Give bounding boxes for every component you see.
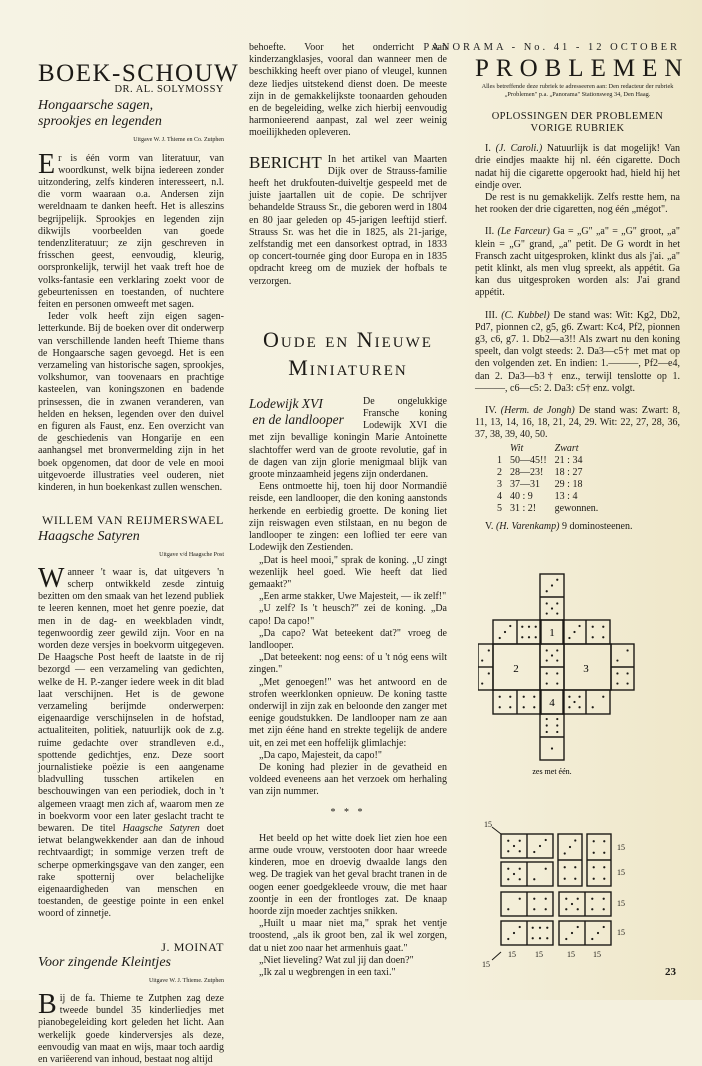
domino-pip [507, 938, 509, 940]
domino-pip [539, 845, 541, 847]
moves-header-wit: Wit [510, 442, 524, 454]
domino-pip [565, 898, 567, 900]
domino-pip [546, 937, 548, 939]
domino-pip [545, 868, 547, 870]
domino-pip [603, 852, 605, 854]
move-row: 1 50—45!! 21 : 34 [497, 454, 583, 466]
domino-pip [532, 927, 534, 929]
review-book-title: Haagsche Satyren [38, 528, 140, 544]
domino-pip [591, 908, 593, 910]
domino-pip [519, 926, 521, 928]
move-row: 5 31 : 2! gewonnen. [497, 502, 599, 514]
domino-pip [573, 631, 575, 633]
domino-pip [564, 878, 566, 880]
bericht-heading: BERICHT [249, 152, 322, 172]
section-title-boekschouw: BOEK-SCHOUW [38, 60, 240, 87]
domino-pip [509, 625, 511, 627]
domino-pip [507, 868, 509, 870]
review-paragraph: Bij de fa. Thieme te Zutphen zag deze tweede bundel 35 kinderliedjes met pianobegeleiding kort geleden het licht. Aan werkelijk goede kinderversjes als deze, eenvoudig van maat en wijs, maar toch aardig en variëerend van inhoud, bestaat nog altijd [38, 989, 224, 1066]
review-author: DR. AL. SOLYMOSSY [114, 84, 224, 96]
domino-pip [602, 636, 604, 638]
domino-pip [521, 636, 523, 638]
domino-pip [556, 602, 558, 604]
review-publisher: Uitgave v/d Haagsche Post [159, 551, 224, 558]
drop-cap: W [38, 562, 65, 594]
story-paragraph: „Met genoegen!" was het antwoord en de strofen weerklonken opnieuw. De koning tastte onderwijl in zijn zak en beloonde den zanger met eenige goudstukken. De landlooper nam ze aan met zijn ééne hand en strekte tegelijk de andere uit, en zei met een hoffelijk glimlachje: [249, 676, 447, 749]
cross-label-3: 3 [583, 663, 589, 675]
domino-pip [556, 612, 558, 614]
domino-pip [568, 696, 570, 698]
column-1 [38, 60, 240, 1066]
sum-label: 15 [593, 950, 601, 959]
domino-pip [507, 840, 509, 842]
story-paragraph: „U zelf? Is 't heusch?" zei de koning. „Da capo! Da capo!" [249, 603, 447, 627]
domino-pip [592, 636, 594, 638]
sum-label: 15 [484, 820, 492, 829]
domino-pip [539, 927, 541, 929]
domino-pip [533, 706, 535, 708]
sum-label: 15 [617, 843, 625, 852]
story-paragraph: Het beeld op het witte doek liet zien hoe een arme oude vrouw, verstooten door haar wreede kinderen, moe en droevig dwaalde langs den weg. De tragiek van het geval bracht tranen in de oogen eener goedgekleede vrouw, die met haar zoontje in een der frontloges zat. De knaap hoorde zijn moeder zachtjes snikken. [249, 832, 447, 917]
domino-pip [571, 932, 573, 934]
story-paragraph: „Een arme stakker, Uwe Majesteit, — ik zelf!" [259, 591, 447, 603]
sum-label: 15 [535, 950, 543, 959]
domino-pip [545, 908, 547, 910]
domino-pip [603, 840, 605, 842]
domino-pip [535, 636, 537, 638]
solution-5: V. (H. Varenkamp) 9 dominosteenen. [485, 520, 633, 532]
domino-pip [513, 845, 515, 847]
domino-pip [556, 731, 558, 733]
domino-cross-diagram [478, 572, 638, 778]
domino-pip [519, 868, 521, 870]
bericht-notice: BERICHT In het artikel van Maarten Dijk over de Strauss-familie heeft het drukfouten-duiveltje gespeeld met de juiste jaartallen uit de copie. De schrijver behandelde Strauss Sr., die geboren werd in 1804 en 80 jaar geleden op 45-jarigen leeftijd stierf. Strauss Sr. was het die in 1825, als 21-jarige, zelfstandig met een dansorkest optrad, in 1833 op concert-tournée ging door Europa en in 1835 opdracht kreeg om de muziek der hofbals te verzorgen. [249, 152, 447, 287]
domino-pip [533, 898, 535, 900]
moves-table [497, 443, 606, 515]
domino-pip [481, 682, 483, 684]
domino-pip [593, 878, 595, 880]
domino-pip [578, 696, 580, 698]
domino-pip [616, 672, 618, 674]
domino-pip [577, 898, 579, 900]
section-separator: * * * [330, 806, 366, 818]
drop-cap: E [38, 148, 56, 180]
review-paragraph: Wanneer 't waar is, dat uitgevers 'n scherp ontwikkeld zesde zintuig bezitten om den smaak van het lezend publiek te leeren kennen, moet het genre poezie, dat men in de dag- en weekbladen vindt, tegenwoordig zeer gewild zijn. Voor en na worden deze versjes in boekvorm uitgegeven. De Haagsche Post heeft de laatste in de rij bezorgd — een verzameling van gedichten, welke de H. P.-zanger iedere week in dit blad laat verschijnen. Het is de gewone verzameling berijmde onderwerpen: eigenaardige verschijnselen in de hofstad, actualiteiten, politiek, natuurlijk ook de z.g. ruime gedachte over strandleven e.d., spottende gedichtjes, enz. Deze soort journalistieke poëzie is een aangename bladvulling tusschen artikelen en beschouwingen van een periodiek, doch in 't algemeen vraagt men zich af, waarom men ze in boekvorm voor een later geslacht tracht te bewaren. De titel Haagsche Satyren doet ietwat belangwekkender aan dan de inhoud rechtvaardigt; in sommige verzen treft de scherpe opmerkingsgave van den zanger, een rake spotternij over belachelijke eigenaardigheden van menschen en toestanden, de geestige pointe in een enkel woord of zinnetje. [38, 562, 225, 920]
domino-pip [568, 637, 570, 639]
domino-pip [603, 908, 605, 910]
review-book-title: Hongaarsche sagen, sprookjes en legenden [38, 98, 162, 130]
domino-pip [546, 612, 548, 614]
cross-label-1: 1 [549, 627, 555, 639]
domino-pip [532, 937, 534, 939]
story-paragraph: „Ik zal u wegbrengen in een taxi." [259, 967, 396, 978]
domino-pip [499, 696, 501, 698]
solution-1-continued: De rest is nu gemakkelijk. Zelfs restte hem, na het rooken der drie cigaretten, nog één „mégot". [475, 192, 680, 216]
domino-pip [551, 607, 553, 609]
cross-label-2: 2 [513, 663, 519, 675]
cross-label-4: 4 [549, 697, 555, 709]
review-paragraph: Er is één vorm van literatuur, van woordkunst, welk bijna iedereen zonder uitzondering, zelfs kinderen interesseert, n.l. die vorm waaraan o.a. Andersen zijn wereldnaam te danken heeft. Het is alleszins begrijpelijk. Sprookjes en legenden zijn dikwijls voorbeelden van goede tendenzliteratuur; ze zijn geschreven in frisschen geest, eenvoudig, kleurig, oorspronkelijk, terwijl het vaak treft hoe de volks-fantasie een verklaring zoekt voor de gebeurtenissen en toestanden, of nuchtere feiten en personen omweeft met sagen. [38, 148, 224, 311]
review-author: WILLEM VAN REIJMERSWAEL [41, 513, 224, 528]
domino-pip [551, 584, 553, 586]
domino-pip [564, 866, 566, 868]
domino-pip [499, 706, 501, 708]
page-number: 23 [665, 966, 676, 978]
story-paragraph: Lodewijk XVI en de landlooper De ongelukkige Fransche koning Lodewijk XVI die met zijn bevallige koningin Marie Antoinette slachtoffer werd van de groote revolutie, gaf in de dagen van zijn glorie menigmaal blijk van groote minzaamheid jegens zijn onderdanen. [249, 395, 447, 481]
domino-pip [602, 696, 604, 698]
review-paragraph-continued: behoefte. Voor het onderricht van kinderzangklasjes, vooral dan wanneer men de beschikking heeft over piano of vleugel, kunnen deze liedjes uitstekend dienst doen. De meeste zijn in de gemakkelijkste toonaarden gehouden en de begeleiding, welke zich hierbij eenvoudig harmonieerend aanpast, zal wel zeer weinig moeilijkheden opleveren. [249, 42, 447, 139]
domino-pip [556, 659, 558, 661]
domino-pip [533, 851, 535, 853]
domino-pip [574, 878, 576, 880]
review-publisher: Uitgave W. J. Thieme en Co. Zutphen [133, 137, 224, 144]
domino-pip [519, 840, 521, 842]
story-paragraph: „Niet lieveling? Wat zul jij dan doen?" [259, 954, 414, 966]
domino-pip [591, 898, 593, 900]
domino-pip [546, 724, 548, 726]
domino-pip [556, 579, 558, 581]
domino-pip [488, 672, 490, 674]
domino-pip [603, 878, 605, 880]
sum-label: 15 [567, 950, 575, 959]
domino-pip [573, 701, 575, 703]
domino-pip [597, 932, 599, 934]
sum-label: 15 [617, 868, 625, 877]
column-3 [475, 55, 690, 533]
diagram-caption: zes met één. [532, 767, 572, 776]
domino-pip [546, 659, 548, 661]
domino-pip [568, 706, 570, 708]
domino-pip [592, 706, 594, 708]
sum-label: 15 [617, 928, 625, 937]
solution-1: I. (J. Caroli.) Natuurlijk is dat mogelijk! Van drie eindjes maakte hij nl. één cigarette. Doch nadat hij die cigarette opgerookt had, hield hij het eindje over. [475, 143, 681, 191]
domino-pip [574, 866, 576, 868]
domino-pip [513, 932, 515, 934]
domino-pip [593, 852, 595, 854]
domino-pip [603, 926, 605, 928]
domino-pip [546, 682, 548, 684]
domino-pip [546, 927, 548, 929]
story-paragraph: De koning had plezier in de gevatheid en voldeed eveneens aan het verzoek om herhaling van zijn nummer. [249, 761, 447, 798]
domino-square-diagram [472, 800, 672, 975]
domino-pip [513, 873, 515, 875]
move-row: 3 37—31 29 : 18 [497, 478, 583, 490]
domino-pip [533, 908, 535, 910]
domino-pip [602, 626, 604, 628]
domino-pip [509, 706, 511, 708]
solution-4: IV. (Herm. de Jongh) De stand was: Zwart: 8, 11, 13, 14, 16, 18, 21, 24, 29. Wit: 22, 27, 28, 36, 37, 38, 39, 40, 50. [475, 405, 681, 441]
domino-pip [488, 649, 490, 651]
domino-pip [535, 626, 537, 628]
sum-label: 15 [617, 899, 625, 908]
domino-pip [574, 839, 576, 841]
review-publisher: Uitgave W. J. Thieme. Zutphen [148, 977, 224, 984]
domino-pip [504, 631, 506, 633]
story-paragraph: „Dat is heel mooi," sprak de koning. „U zingt wezenlijk heel goed. Wie heeft dat lied gemaakt?" [249, 554, 447, 590]
domino-pip [551, 747, 553, 749]
domino-pip [507, 908, 509, 910]
sum-label: 15 [508, 950, 516, 959]
running-head: PANORAMA - No. 41 - 12 OCTOBER [423, 42, 680, 53]
domino-pip [569, 846, 571, 848]
review-author: J. MOINAT [161, 939, 224, 954]
section-title-problemen: PROBLEMEN [475, 55, 690, 82]
domino-pip [546, 590, 548, 592]
domino-pip [556, 682, 558, 684]
domino-pip [546, 672, 548, 674]
domino-pip [519, 898, 521, 900]
domino-pip [523, 706, 525, 708]
domino-pip [546, 731, 548, 733]
domino-pip [523, 696, 525, 698]
domino-pip [577, 926, 579, 928]
domino-pip [481, 659, 483, 661]
story-paragraph: „Da capo, Majesteit, da capo!" [259, 749, 382, 761]
column-2 [249, 42, 447, 979]
domino-pip [603, 898, 605, 900]
domino-pip [546, 718, 548, 720]
domino-pip [578, 625, 580, 627]
domino-pip [545, 839, 547, 841]
review-book-title: Voor zingende Kleintjes [38, 954, 171, 970]
domino-pip [507, 850, 509, 852]
sum-label: 15 [482, 960, 490, 969]
domino-pip [546, 649, 548, 651]
domino-pip [593, 840, 595, 842]
story-title: Lodewijk XVI en de landlooper [249, 395, 344, 427]
domino-pip [556, 649, 558, 651]
domino-pip [571, 903, 573, 905]
review-paragraph: Ieder volk heeft zijn eigen sagen-letterkunde. Bij de boeken over dit onderwerp van verschillende landen heeft Thieme thans de Hongaarsche sagen gevoegd. Het is een verzameling van historische sagen, sprookjes, volkshumor, van toovenaars en prachtige kasteelen, van koningszonen en badende prinsessen, die in zwanen veranderen, van helden en heksen, legenden over den duivel en figuren als Faust, enz. Een overzicht van de geschiedenis van Hongarije en een aanhangsel met bronvermelding zijn in het boek opgenomen, dat door de vele en mooi uitgevoerde illustraties veel ouderen, niet kinderen, in hun boekenkast zullen wenschen. [38, 311, 224, 494]
story-paragraph: „Dat beteekent: nog eens: of u 't nóg eens wilt zingen." [249, 652, 447, 676]
domino-pip [551, 654, 553, 656]
solutions-heading: OPLOSSINGEN DER PROBLEMEN VORIGE RUBRIEK [491, 111, 664, 135]
domino-pip [556, 718, 558, 720]
domino-pip [578, 706, 580, 708]
domino-pip [519, 878, 521, 880]
domino-pip [528, 626, 530, 628]
domino-pip [626, 672, 628, 674]
domino-pip [626, 649, 628, 651]
move-row: 2 28—23! 18 : 27 [497, 466, 583, 478]
domino-pip [545, 898, 547, 900]
domino-pip [556, 724, 558, 726]
domino-pip [499, 637, 501, 639]
drop-cap: B [38, 989, 57, 1020]
domino-pip [533, 878, 535, 880]
domino-pip [603, 866, 605, 868]
section-title-miniaturen: Oude en Nieuwe Miniaturen [263, 326, 433, 380]
domino-pip [521, 626, 523, 628]
story-paragraph: „Da capo? Wat beteekent dat?" vroeg de landlooper. [249, 627, 447, 651]
domino-pip [592, 626, 594, 628]
problemen-address-note: Alles betreffende deze rubriek te adresseeren aan: Den redacteur der rubriek „Problemen" p.a. „Panorama" Stationsweg 34, Den Haag. [481, 83, 674, 99]
domino-pip [546, 602, 548, 604]
domino-pip [565, 908, 567, 910]
domino-pip [539, 937, 541, 939]
domino-pip [565, 938, 567, 940]
domino-pip [507, 878, 509, 880]
moves-header-zwart: Zwart [554, 442, 579, 454]
domino-pip [528, 636, 530, 638]
domino-pip [616, 682, 618, 684]
domino-pip [509, 696, 511, 698]
domino-pip [519, 850, 521, 852]
domino-pip [556, 672, 558, 674]
domino-pip [577, 908, 579, 910]
story-paragraph: Eens ontmoette hij, toen hij door Normandië reisde, een landlooper, die den koning aanstonds herkende en eerbiedig groette. De koning liet zijn reiswagen even stilstaan, en nu begon de landlooper te zingen: een loflied ter eere van Lodewijk den Zestienden. [249, 481, 447, 554]
domino-pip [593, 866, 595, 868]
solution-2: II. (Le Farceur) Ga = „G" „a" = „G" groot, „a" klein = „G" grand, „a" petit. De G wordt in het Fransch zacht uitgesproken, klinkt dus als j'ai. „a" petit klinkt, als men vlug spreekt, als appétit. Ga kan dus uitgesproken worden als: J'ai grand appétit. [475, 226, 680, 299]
story-paragraph: „Huilt u maar niet ma," sprak het ventje troostend, „als ik groot ben, zal ik wel zorgen, dat u niet zoo naar het armenhuis gaat." [249, 918, 447, 954]
domino-pip [626, 682, 628, 684]
solution-3: III. (C. Kubbel) De stand was: Wit: Kg2, Db2, Pd7, pionnen c2, g5, g6. Zwart: Kc4, Pf2, pionnen g3, c6, g7. 1. Db2—a3!! Als zwart nu den koning speelt, dan volgt steeds: 2. Da3—c5† met mat op den volgenden zet. En indien: 1.———, Pf2—e4, dan 2. Da3—b3† enz., terwijl tenslotte op 1.———, c6—c5: 2. Da3: c5† enz. volgt. [475, 309, 681, 394]
domino-pip [616, 659, 618, 661]
domino-pip [564, 852, 566, 854]
move-row: 4 40 : 9 13 : 4 [497, 490, 578, 502]
domino-pip [533, 696, 535, 698]
domino-pip [591, 938, 593, 940]
